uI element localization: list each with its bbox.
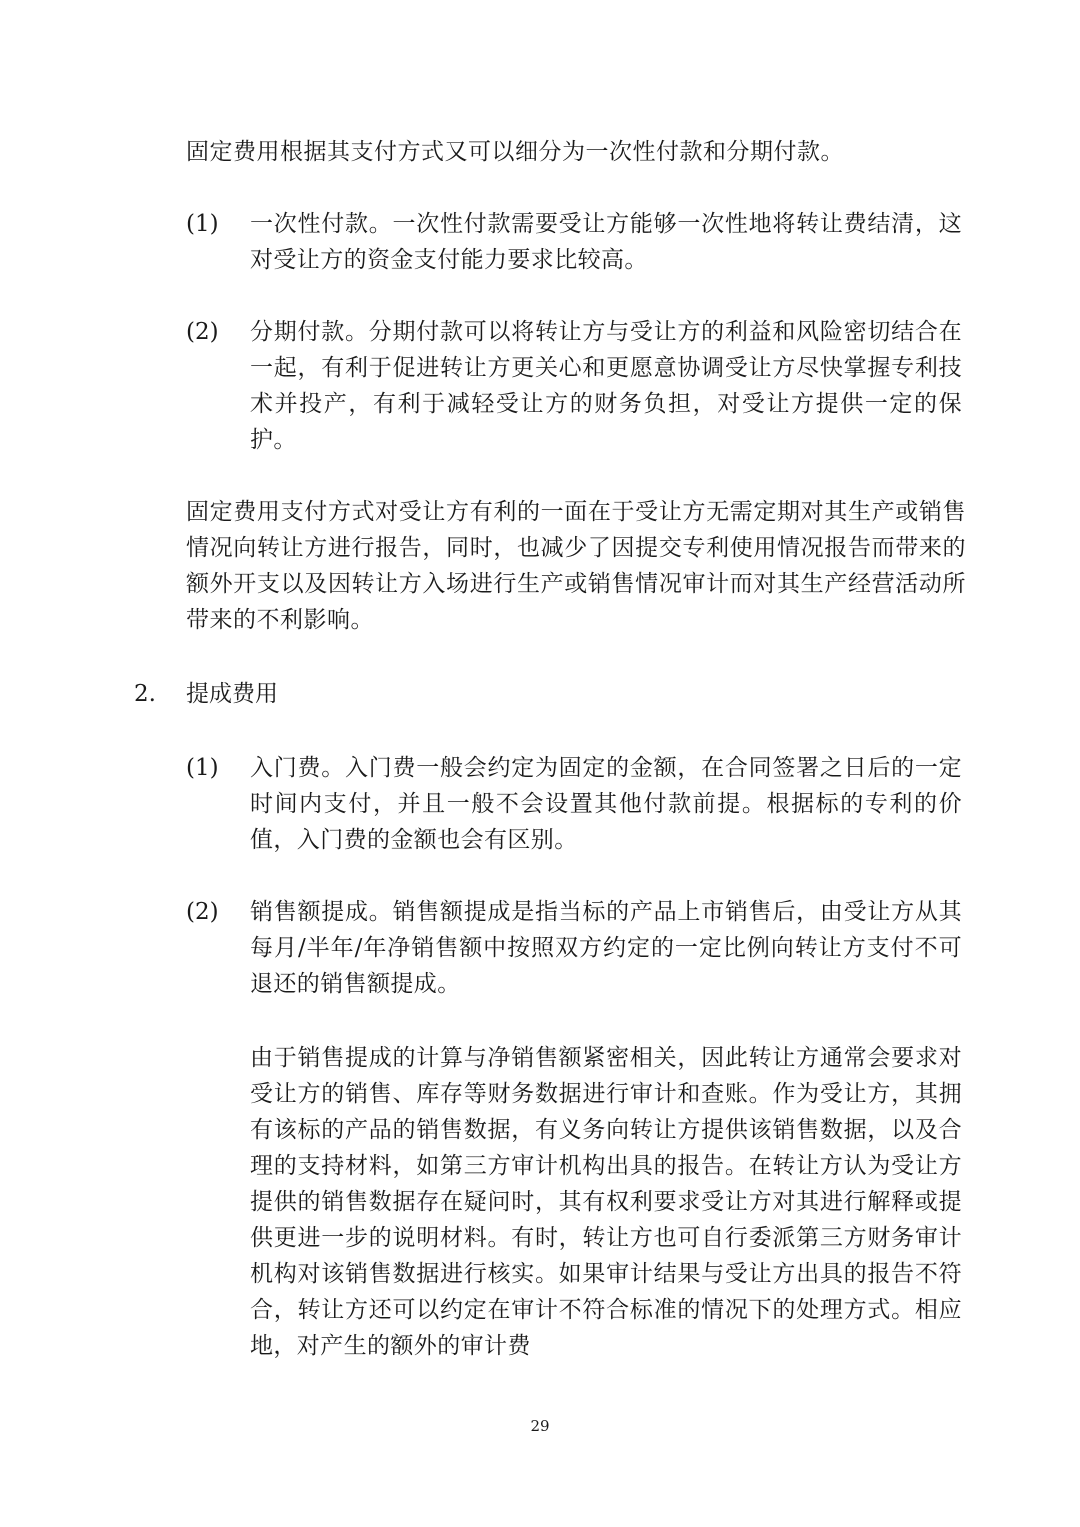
- fixed-fee-paragraph: 固定费用支付方式对受让方有利的一面在于受让方无需定期对其生产或销售情况向转让方进行报告，同时，也减少了因提交专利使用情况报告而带来的额外开支以及因转让方入场进行生产或销售情况审计而对其生产经营活动所带来的不利影响。: [186, 499, 966, 633]
- list-item-text: 入门费。入门费一般会约定为固定的金额，在合同签署之日后的一定时间内支付，并且一般不会设置其他付款前提。根据标的专利的价值，入门费的金额也会有区别。: [250, 755, 962, 853]
- list-item-text: 分期付款。分期付款可以将转让方与受让方的利益和风险密切结合在一起，有利于促进转让方更关心和更愿意协调受让方尽快掌握专利技术并投产，有利于减轻受让方的财务负担，对受让方提供一定的保护。: [250, 319, 962, 453]
- list-item-text: 销售额提成。销售额提成是指当标的产品上市销售后，由受让方从其每月/半年/年净销售额中按照双方约定的一定比例向转让方支付不可退还的销售额提成。: [250, 899, 962, 997]
- page-number: 29: [530, 1417, 550, 1435]
- sales-audit-paragraph: 由于销售提成的计算与净销售额紧密相关，因此转让方通常会要求对受让方的销售、库存等财务数据进行审计和查账。作为受让方，其拥有该标的产品的销售数据，有义务向转让方提供该销售数据，以及合理的支持材料，如第三方审计机构出具的报告。在转让方认为受让方提供的销售数据存在疑问时，其有权利要求受让方对其进行解释或提供更进一步的说明材料。有时，转让方也可自行委派第三方财务审计机构对该销售数据进行核实。如果审计结果与受让方出具的报告不符合，转让方还可以约定在审计不符合标准的情况下的处理方式。相应地，对产生的额外的审计费: [250, 1045, 962, 1359]
- list-item-text: 一次性付款。一次性付款需要受让方能够一次性地将转让费结清，这对受让方的资金支付能力要求比较高。: [250, 211, 962, 273]
- section-number: 2.: [134, 681, 156, 707]
- list-item-label: (1): [186, 755, 219, 781]
- list-item-label: (1): [186, 211, 219, 237]
- list-item-label: (2): [186, 319, 219, 345]
- section-heading: 提成费用: [186, 681, 278, 707]
- list-item-label: (2): [186, 899, 219, 925]
- intro-paragraph: 固定费用根据其支付方式又可以细分为一次性付款和分期付款。: [186, 139, 844, 165]
